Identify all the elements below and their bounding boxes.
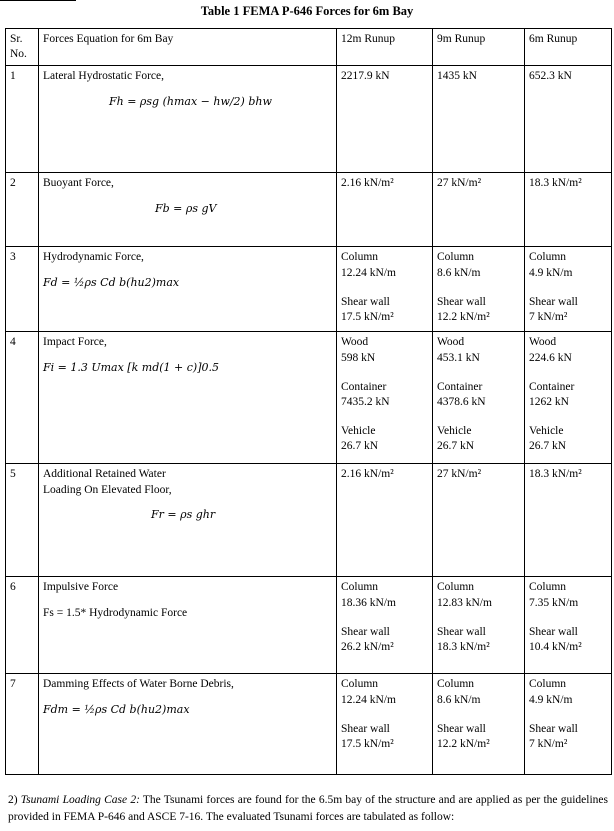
force-name: Hydrodynamic Force, xyxy=(43,251,144,264)
value-line: 1435 kN xyxy=(437,70,477,83)
value-line: Container xyxy=(529,380,575,393)
row-number: 3 xyxy=(6,247,39,332)
top-rule xyxy=(0,0,76,1)
value-cell-12m xyxy=(337,173,433,247)
value-line: 27 kN/m² xyxy=(437,177,482,190)
value-line: Column xyxy=(529,678,567,691)
value-line: Column xyxy=(437,581,475,594)
spacer xyxy=(437,281,520,295)
row-number: 5 xyxy=(6,464,39,577)
value-line: 7 kN/m² xyxy=(529,737,568,750)
spacer xyxy=(529,611,607,625)
value-line: 12.83 kN/m xyxy=(437,596,492,609)
value-line: 27 kN/m² xyxy=(437,468,482,481)
value-line: 2.16 kN/m² xyxy=(341,177,394,190)
header-6m: 6m Runup xyxy=(525,29,612,66)
value-line: 17.5 kN/m² xyxy=(341,310,394,323)
value-cell-12m xyxy=(337,247,433,332)
header-9m: 9m Runup xyxy=(433,29,525,66)
table-row xyxy=(6,173,612,247)
value-line: 18.3 kN/m² xyxy=(529,177,582,190)
value-line: 7435.2 kN xyxy=(341,395,390,408)
value-line: Shear wall xyxy=(341,295,390,308)
force-equation-cell xyxy=(39,674,337,775)
spacer xyxy=(529,708,607,722)
value-line: 1262 kN xyxy=(529,395,569,408)
value-line: 4378.6 kN xyxy=(437,395,486,408)
value-line: 18.3 kN/m² xyxy=(529,468,582,481)
value-line: 2.16 kN/m² xyxy=(341,468,394,481)
value-line: Container xyxy=(341,380,387,393)
value-line: 12.2 kN/m² xyxy=(437,310,490,323)
spacer xyxy=(529,410,607,424)
value-line: 453.1 kN xyxy=(437,351,480,364)
force-equation-cell xyxy=(39,332,337,464)
spacer xyxy=(437,410,520,424)
row-number: 6 xyxy=(6,577,39,674)
value-cell-9m xyxy=(433,332,525,464)
force-equation: Fh = ρsg (hmax − hw/2) bhw xyxy=(109,94,272,108)
header-12m: 12m Runup xyxy=(337,29,433,66)
value-line: 8.6 kN/m xyxy=(437,693,481,706)
force-equation-cell xyxy=(39,247,337,332)
spacer xyxy=(529,366,607,380)
spacer xyxy=(341,708,428,722)
value-line: Column xyxy=(341,678,379,691)
force-equation: Fb = ρs gV xyxy=(155,201,217,215)
value-line: 12.2 kN/m² xyxy=(437,737,490,750)
value-line: 26.7 kN xyxy=(341,440,379,453)
value-line: Shear wall xyxy=(529,722,578,735)
value-line: Shear wall xyxy=(529,625,578,638)
value-line: Wood xyxy=(529,336,557,349)
value-line: 18.3 kN/m² xyxy=(437,640,490,653)
row-number: 4 xyxy=(6,332,39,464)
table-row xyxy=(6,66,612,173)
value-cell-9m xyxy=(433,464,525,577)
value-line: Shear wall xyxy=(341,625,390,638)
force-equation-cell xyxy=(39,577,337,674)
header-row xyxy=(6,29,612,66)
value-line: 10.4 kN/m² xyxy=(529,640,582,653)
footer-label: 2) xyxy=(8,794,21,806)
value-cell-6m xyxy=(525,464,612,577)
force-equation-cell xyxy=(39,464,337,577)
value-line: 26.7 kN xyxy=(437,440,475,453)
header-sr: Sr. No. xyxy=(6,29,39,66)
footer-case: Tsunami Loading Case 2: xyxy=(20,794,140,806)
row-number: 7 xyxy=(6,674,39,775)
spacer xyxy=(341,410,428,424)
value-line: 12.24 kN/m xyxy=(341,693,396,706)
value-line: Column xyxy=(437,251,475,264)
spacer xyxy=(437,611,520,625)
value-line: Vehicle xyxy=(437,425,472,438)
value-line: 224.6 kN xyxy=(529,351,572,364)
force-equation: Fd = ½ρs Cd b(hu2)max xyxy=(43,275,180,289)
value-line: Vehicle xyxy=(341,425,376,438)
value-line: Shear wall xyxy=(341,722,390,735)
value-cell-12m xyxy=(337,577,433,674)
force-name: Impact Force, xyxy=(43,336,107,349)
value-cell-12m xyxy=(337,66,433,173)
value-cell-6m xyxy=(525,173,612,247)
spacer xyxy=(341,281,428,295)
force-name: Additional Retained Water Loading On Elevated Floor, xyxy=(43,468,172,496)
table-row xyxy=(6,464,612,577)
table-row xyxy=(6,577,612,674)
value-line: 26.7 kN xyxy=(529,440,567,453)
footer-paragraph xyxy=(8,792,608,825)
value-cell-6m xyxy=(525,577,612,674)
spacer xyxy=(437,366,520,380)
value-line: 12.24 kN/m xyxy=(341,266,396,279)
value-line: 17.5 kN/m² xyxy=(341,737,394,750)
table-row xyxy=(6,332,612,464)
value-line: Shear wall xyxy=(437,625,486,638)
value-line: Shear wall xyxy=(437,722,486,735)
value-line: Wood xyxy=(341,336,369,349)
value-line: 18.36 kN/m xyxy=(341,596,396,609)
value-line: Column xyxy=(341,251,379,264)
force-equation: Fs = 1.5* Hydrodynamic Force xyxy=(43,606,188,619)
value-cell-9m xyxy=(433,247,525,332)
spacer xyxy=(341,611,428,625)
spacer xyxy=(341,366,428,380)
value-cell-9m xyxy=(433,66,525,173)
value-cell-9m xyxy=(433,577,525,674)
table-title: Table 1 FEMA P-646 Forces for 6m Bay xyxy=(200,4,414,18)
value-line: Vehicle xyxy=(529,425,564,438)
value-line: Container xyxy=(437,380,483,393)
value-cell-6m xyxy=(525,66,612,173)
value-cell-9m xyxy=(433,173,525,247)
value-cell-6m xyxy=(525,674,612,775)
force-name: Damming Effects of Water Borne Debris, xyxy=(43,678,234,691)
value-line: 4.9 kN/m xyxy=(529,693,573,706)
value-cell-12m xyxy=(337,332,433,464)
value-cell-12m xyxy=(337,464,433,577)
force-equation: Fi = 1.3 Umax [k md(1 + c)]0.5 xyxy=(43,360,219,374)
value-line: Wood xyxy=(437,336,465,349)
value-line: 8.6 kN/m xyxy=(437,266,481,279)
forces-table xyxy=(5,28,612,775)
force-name: Lateral Hydrostatic Force, xyxy=(43,70,165,83)
force-name: Buoyant Force, xyxy=(43,177,114,190)
value-line: 652.3 kN xyxy=(529,70,572,83)
force-equation-cell xyxy=(39,66,337,173)
footer-text: The Tsunami forces are found for the 6.5m bay of the structure and are applied as per the guidelines provided in FEMA P-646 and ASCE 7-16. The evaluated Tsunami forces are tabulated as follow: xyxy=(8,794,608,823)
force-equation: Fr = ρs ghr xyxy=(151,507,216,521)
row-number: 2 xyxy=(6,173,39,247)
value-cell-12m xyxy=(337,674,433,775)
table-row xyxy=(6,247,612,332)
value-line: 598 kN xyxy=(341,351,376,364)
value-line: 7.35 kN/m xyxy=(529,596,579,609)
force-name: Impulsive Force xyxy=(43,581,119,594)
value-line: Column xyxy=(437,678,475,691)
value-cell-6m xyxy=(525,247,612,332)
value-line: Shear wall xyxy=(529,295,578,308)
spacer xyxy=(437,708,520,722)
value-line: Column xyxy=(529,251,567,264)
force-equation-cell xyxy=(39,173,337,247)
row-number: 1 xyxy=(6,66,39,173)
value-line: 2217.9 kN xyxy=(341,70,390,83)
value-cell-6m xyxy=(525,332,612,464)
header-equation: Forces Equation for 6m Bay xyxy=(39,29,337,66)
force-equation: Fdm = ½ρs Cd b(hu2)max xyxy=(43,702,190,716)
value-line: 26.2 kN/m² xyxy=(341,640,394,653)
value-line: Column xyxy=(529,581,567,594)
value-line: 4.9 kN/m xyxy=(529,266,573,279)
value-cell-9m xyxy=(433,674,525,775)
value-line: Shear wall xyxy=(437,295,486,308)
table-row xyxy=(6,674,612,775)
spacer xyxy=(529,281,607,295)
value-line: Column xyxy=(341,581,379,594)
value-line: 7 kN/m² xyxy=(529,310,568,323)
